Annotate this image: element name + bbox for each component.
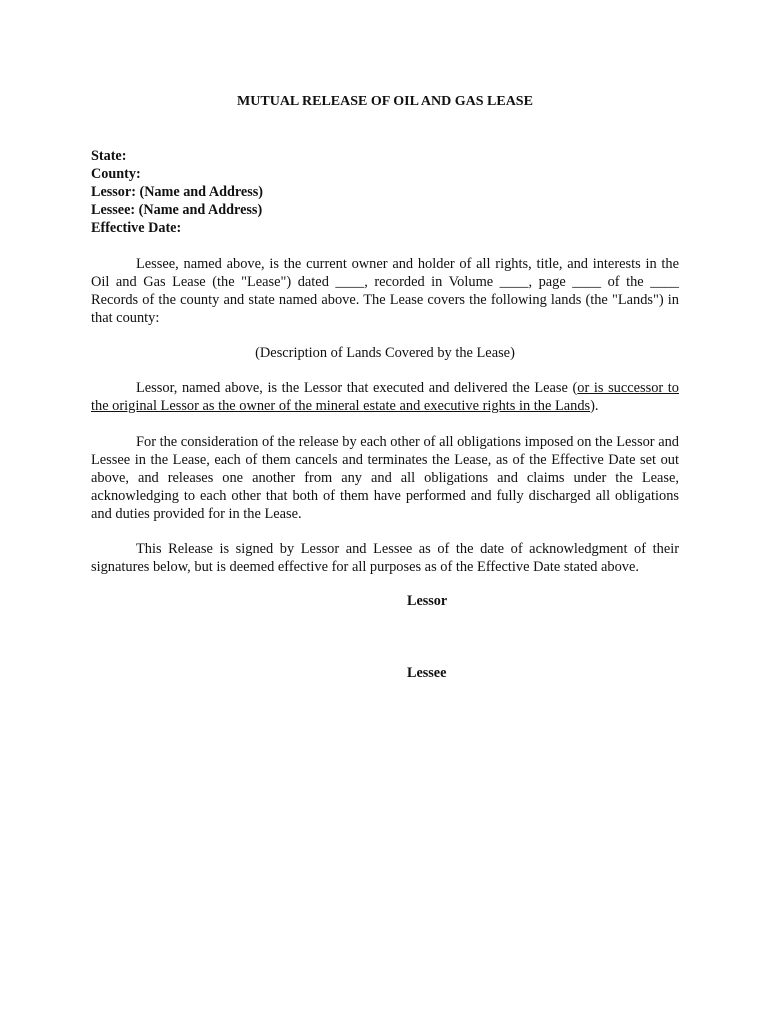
header-fields: [91, 147, 263, 237]
lands-description: (Description of Lands Covered by the Lease): [255, 345, 515, 361]
lessee-field-label: Lessee: (Name and Address): [91, 202, 263, 218]
lessor-paragraph-end: ).: [590, 398, 599, 414]
lessor-field-label: Lessor: (Name and Address): [91, 184, 263, 200]
effective-date-field-label: Effective Date:: [91, 220, 182, 236]
lessee-ownership-paragraph: Lessee, named above, is the current owner and holder of all rights, title, and interests in the Oil and Gas Lease (the "Lease") dated ____, recorded in Volume ____, page ____ of the ____ Records of the county and state named above. The Lease covers the following lands (the "Lands") in that county:: [91, 256, 679, 326]
successor-clause: or is successor to the original Lessor as the owner of the mineral estate and executive rights in the Lands: [91, 380, 679, 414]
lessee-signature-label: Lessee: [407, 665, 447, 681]
lessor-paragraph-text: Lessor, named above, is the Lessor that executed and delivered the Lease (: [136, 380, 578, 396]
document-title: MUTUAL RELEASE OF OIL AND GAS LEASE: [237, 94, 533, 109]
signature-paragraph: This Release is signed by Lessor and Lessee as of the date of acknowledgment of their signatures below, but is deemed effective for all purposes as of the Effective Date stated above.: [91, 541, 679, 575]
lessor-signature-label: Lessor: [407, 593, 448, 609]
state-field-label: State:: [91, 148, 127, 164]
consideration-paragraph: For the consideration of the release by each other of all obligations imposed on the Lessor and Lessee in the Lease, each of them cancels and terminates the Lease, as of the Effective Date set out above, and releases one another from any and all obligations and claims under the Lease, acknowledging to each other that both of them have performed and fully discharged all obligations and duties provided for in the Lease.: [91, 434, 679, 522]
county-field-label: County:: [91, 166, 141, 182]
lessor-paragraph: [91, 379, 679, 415]
